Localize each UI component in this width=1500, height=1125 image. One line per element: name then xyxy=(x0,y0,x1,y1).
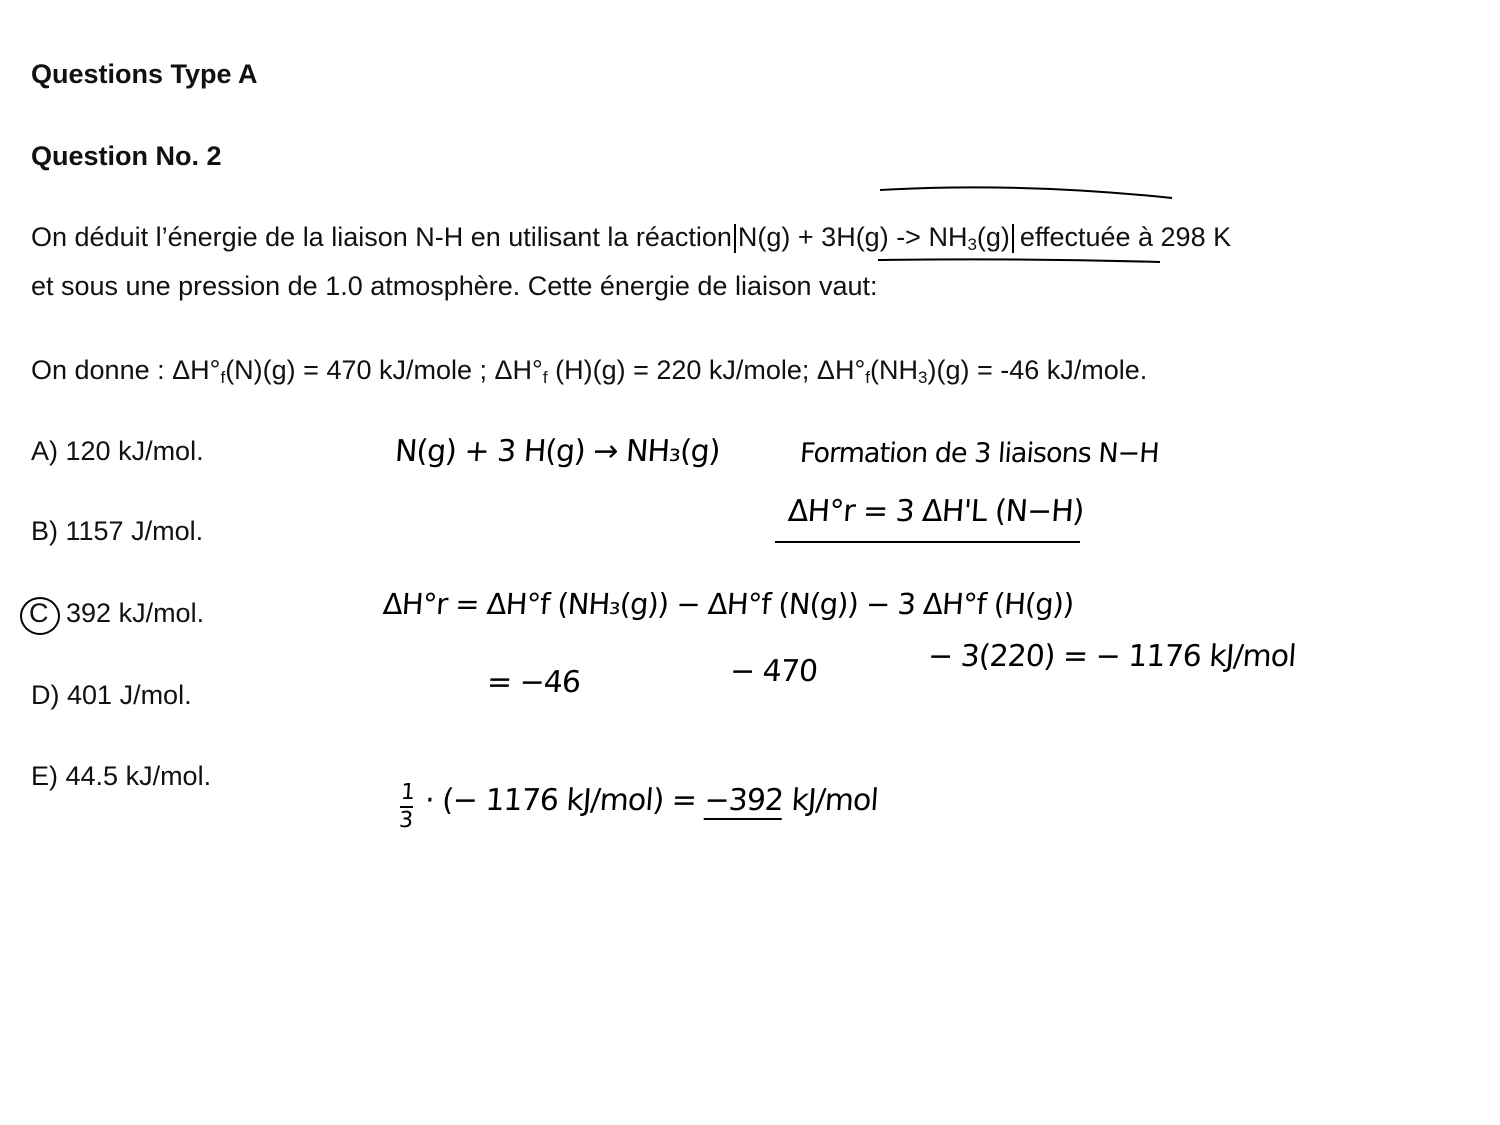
hw-hess: ΔH°r = ΔH°f (NH₃(g)) − ΔH°f (N(g)) − 3 ΔH°f (H(g)) xyxy=(381,587,1075,621)
given-data xyxy=(31,357,1147,386)
option-letter: B) xyxy=(31,516,58,546)
hw-value-n: − 470 xyxy=(728,654,819,689)
fraction-denominator: 3 xyxy=(398,808,413,833)
hw-final-expr: · (− 1176 kJ/mol) = xyxy=(423,783,706,818)
option-text: 120 kJ/mol. xyxy=(65,436,204,466)
section-heading: Questions Type A xyxy=(31,59,258,89)
given-h: (H)(g) = 220 kJ/mole; xyxy=(547,355,817,385)
hw-value-nh3: = −46 xyxy=(485,665,582,700)
hw-reaction: N(g) + 3 H(g) → NH₃(g) xyxy=(393,434,721,469)
reaction-text: N(g) + 3H(g) -> NH xyxy=(737,222,968,252)
option-letter: D) xyxy=(31,680,60,710)
sub-f: f xyxy=(865,368,870,387)
sub-3: 3 xyxy=(918,368,928,387)
option-letter: A) xyxy=(31,436,58,466)
sub-f: f xyxy=(220,368,226,387)
hw-fraction xyxy=(398,780,415,834)
reaction-end: (g) xyxy=(976,222,1010,252)
given-nh3: (NH xyxy=(870,355,918,385)
question-number: Question No. 2 xyxy=(31,141,222,171)
option-text: 1157 J/mol. xyxy=(65,516,204,546)
sub-f: f xyxy=(542,368,548,387)
option-c[interactable] xyxy=(29,600,204,627)
reaction-box-annotation xyxy=(870,180,1180,270)
option-b[interactable] xyxy=(31,518,203,545)
given-n: (N)(g) = 470 kJ/mole ; xyxy=(225,355,495,385)
hw-final xyxy=(423,783,879,818)
option-text: 401 J/mol. xyxy=(67,680,192,710)
statement-text: On déduit l’énergie de la liaison N-H en utilisant la réaction xyxy=(31,222,732,252)
option-text: 392 kJ/mol. xyxy=(66,598,205,628)
option-e[interactable] xyxy=(31,763,211,790)
statement-line-2: et sous une pression de 1.0 atmosphère. Cette énergie de liaison vaut: xyxy=(31,271,878,301)
hw-formation: Formation de 3 liaisons N−H xyxy=(798,438,1160,469)
option-a[interactable] xyxy=(31,438,204,465)
option-letter: C xyxy=(29,598,49,628)
delta-h: ΔH° xyxy=(172,355,221,385)
hw-underline xyxy=(775,541,1080,543)
reaction-subscript: 3 xyxy=(967,235,977,254)
hw-relation: ΔH°r = 3 ΔH'L (N−H) xyxy=(786,494,1085,529)
given-nh3-end: )(g) = -46 kJ/mole. xyxy=(927,355,1148,385)
hw-value-h: − 3(220) = − 1176 kJ/mol xyxy=(926,639,1297,674)
given-prefix: On donne : xyxy=(31,355,173,385)
delta-h: ΔH° xyxy=(494,355,543,385)
hw-final-result: −392 xyxy=(703,783,785,818)
statement-conditions: effectuée à 298 K xyxy=(1019,222,1232,252)
hw-final-unit: kJ/mol xyxy=(781,783,879,818)
option-d[interactable] xyxy=(31,682,192,709)
option-text: 44.5 kJ/mol. xyxy=(65,761,212,791)
option-letter: E) xyxy=(31,761,58,791)
delta-h: ΔH° xyxy=(816,355,866,385)
fraction-numerator: 1 xyxy=(400,780,415,808)
